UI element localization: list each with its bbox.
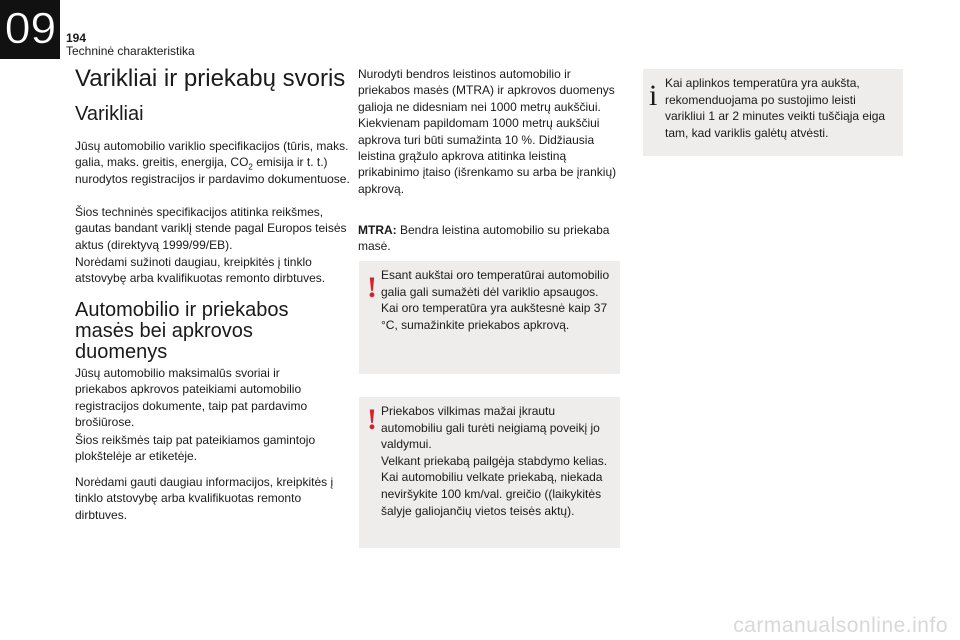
engines-paragraph-1: Jūsų automobilio variklio specifikacijos (tūris, maks. galia, maks. greitis, energija, $CO_2$ emisija ir t. t.) nurodytos registracijos ir pardavimo dokumentuose.	[75, 139, 350, 186]
chapter-number: 09	[0, 0, 60, 59]
info-text-cooling: Kai aplinkos temperatūra yra aukšta, rekomenduojama po sustojimo leisti varikliui 1 ar 2 minutes veikti tuščiąja eiga tam, kad variklis galėtų atvėsti.	[665, 76, 886, 140]
warning-note-temperature	[359, 261, 620, 374]
warning-text-towing: Priekabos vilkimas mažai įkrautu automobiliu gali turėti neigiamą poveikį jo valdymui. Velkant priekabą pailgėja stabdymo kelias. Kai automobiliu velkate priekabą, niekada neviršykite 100 km/val. greičio ((laikykitės šalyje galiojančių vietos teisės aktų).	[381, 404, 608, 518]
info-icon: i	[649, 79, 658, 112]
warning-icon: !	[367, 403, 377, 436]
weights-paragraph-2: Šios reikšmės taip pat pateikiamos gamintojo plokštelėje ar etiketėje.	[75, 433, 316, 464]
section-title: Techninė charakteristika	[66, 44, 195, 58]
engines-paragraph-3: Norėdami sužinoti daugiau, kreipkitės į tinklo atstovybę arba kvalifikuotas remonto dirbtuves.	[75, 255, 326, 286]
info-note-cooling	[643, 69, 903, 156]
mtra-info-paragraph: Nurodyti bendros leistinos automobilio ir priekabos masės (MTRA) ir apkrovos duomenys galioja ne didesniam nei 1000 metrų aukščiui. Kiekvienam papildomam 1000 metrų aukščiui apkrova turi būti sumažinta 10 %. Didžiausia leistina grąžulo apkrova atitinka leistiną prikabinimo įtaiso (išrenkamo su arba be įrankių) apkrovą.	[358, 67, 617, 196]
heading-weights: Automobilio ir priekabos masės bei apkrovos duomenys	[75, 299, 289, 363]
weights-paragraph-1: Jūsų automobilio maksimalūs svoriai ir priekabos apkrovos pateikiami automobilio registracijos dokumente, taip pat pardavimo brošiūrose.	[75, 366, 308, 430]
page-number: 194	[66, 31, 87, 45]
engines-paragraph-2: Šios techninės specifikacijos atitinka reikšmes, gautas bandant variklį stende pagal Europos teisės aktus (direktyvą 1999/99/EB).	[75, 205, 347, 252]
page-title: Varikliai ir priekabų svoris	[75, 65, 346, 92]
watermark: carmanualsonline.info	[733, 614, 948, 637]
warning-icon: !	[367, 271, 377, 304]
warning-text-temperature: Esant aukštai oro temperatūrai automobilio galia gali sumažėti dėl variklio apsaugos. Kai oro temperatūra yra aukštesnė kaip 37 °C, sumažinkite priekabos apkrovą.	[381, 268, 610, 332]
heading-engines: Varikliai	[75, 103, 144, 125]
mtra-definition: MTRA: Bendra leistina automobilio su priekaba masė.	[358, 223, 610, 254]
weights-paragraph-3: Norėdami gauti daugiau informacijos, kreipkitės į tinklo atstovybę arba kvalifikuotas remonto dirbtuves.	[75, 475, 334, 522]
warning-note-towing	[359, 397, 620, 548]
